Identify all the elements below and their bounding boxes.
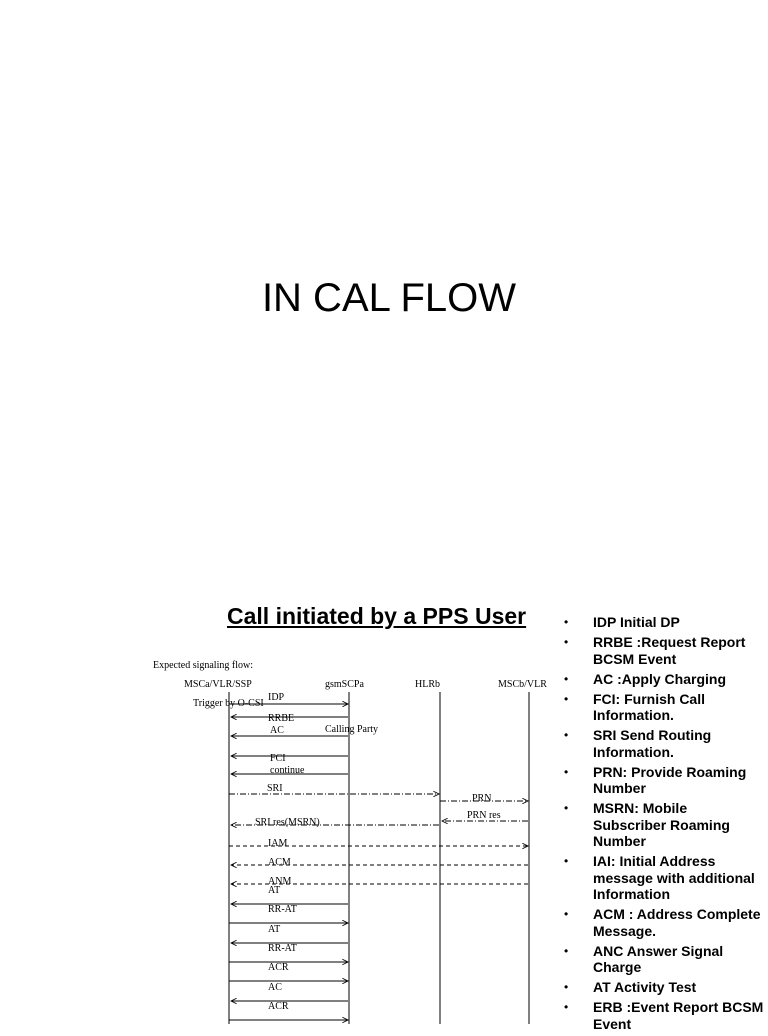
glossary-item: • AC :Apply Charging: [564, 671, 764, 688]
glossary-item: • MSRN: Mobile Subscriber Roaming Number: [564, 800, 764, 850]
entity-label: MSCb/VLR: [498, 679, 547, 690]
glossary-item: • AT Activity Test: [564, 979, 764, 996]
message-label: AC: [270, 725, 284, 736]
message-label: ACR: [268, 962, 289, 973]
glossary-item: • IDP Initial DP: [564, 614, 764, 631]
message-label: SRI res(MSRN): [255, 817, 320, 828]
message-label: PRN res: [467, 810, 501, 821]
entity-label: MSCa/VLR/SSP: [184, 679, 252, 690]
diagram-caption: Expected signaling flow:: [153, 660, 253, 671]
message-label: FCI: [270, 753, 286, 764]
message-label: AT: [268, 885, 281, 896]
message-label: AT: [268, 924, 281, 935]
glossary-item: • PRN: Provide Roaming Number: [564, 764, 764, 797]
glossary-item: • ACM : Address Complete Message.: [564, 906, 764, 939]
entity-label: gsmSCPa: [325, 679, 364, 690]
message-label: RRBE: [268, 713, 295, 724]
calling-party-note: Calling Party: [325, 724, 379, 735]
message-label: ACR: [268, 1001, 289, 1012]
glossary-item: • ANC Answer Signal Charge: [564, 943, 764, 976]
message-label: ACM: [268, 857, 291, 868]
message-label: IDP: [268, 692, 285, 703]
message-label: IAM: [268, 838, 288, 849]
glossary-item: • IAI: Initial Address message with additional Information: [564, 853, 764, 903]
glossary-item: • RRBE :Request Report BCSM Event: [564, 634, 764, 667]
glossary-item: • SRI Send Routing Information.: [564, 727, 764, 760]
signaling-flow-diagram: [0, 650, 560, 1024]
message-label: SRI: [267, 783, 283, 794]
trigger-note: Trigger by O-CSI: [193, 698, 264, 709]
glossary-item: • FCI: Furnish Call Information.: [564, 691, 764, 724]
message-label: AC: [268, 982, 282, 993]
slide-subtitle: Call initiated by a PPS User: [227, 603, 527, 629]
message-label: RR-AT: [268, 904, 297, 915]
message-label: ANM: [268, 876, 292, 887]
glossary-item: • ERB :Event Report BCSM Event: [564, 999, 764, 1032]
glossary-list: [564, 614, 764, 1036]
slide-title: IN CAL FLOW: [261, 276, 517, 320]
message-label: PRN: [472, 793, 492, 804]
message-label: RR-AT: [268, 943, 297, 954]
entity-label: HLRb: [415, 679, 440, 690]
message-label: continue: [270, 765, 305, 776]
